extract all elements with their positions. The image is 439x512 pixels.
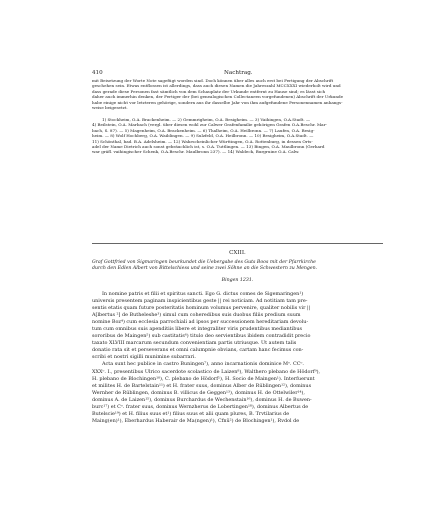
text-line: Maing(en)¹), Eberhardus Haberair de Ma(ngen)¹), Cfnû²) de Blochingen¹), Rvdol de [92,417,300,424]
text-line: nomine Boz⁴) cum ecclesia parrochiali ad ipsos per successionem hereditariam devolu- [92,319,309,326]
text-line: H. plebano de Blochingen¹⁰), C. plebano de Hödorf¹), H. Socio de Maingen¹). Interfuerunt [92,375,315,382]
text-line: burc¹⁷) et Cᵒ. frater suus, dominus Wernzherus de Lobertingen¹⁸), dominus Albertus de [92,403,309,410]
place-date: Bingen 1231. [221,278,254,283]
summary-line: Graf Gottfried von Sigmaringen beurkundet die Uebergabe des Guts Boos mit der Pfarrkirche [92,260,316,265]
running-header [92,70,383,76]
text-line: sororibus de Maingen⁵) sub castitatis⁶) titulo deo servientibus ibidem contradidit precio [92,333,311,340]
text-line: mit Beisetzung der Worte Note sagefügt worden sind. Doch können über alles auch erst bei Fertigung der Abschrift [92,78,334,83]
text-line: weise beigesetzt. [92,105,128,111]
footnote-line: adel der Name Dietrich auch sonst gebräuchlich ist, s. O.A. Tuttlingen. — 13) Bingen, O.A. Maulbronn (Gerhard [92,144,325,150]
summary-line: durch den Edlen Albert von Bittelschiess und seine zwei Söhne an die Schwestern zu Mengen. [92,266,318,272]
footnote-line: 4) Beilstein, O.A. Marbach (vergl. über diesen wohl zur Calwer Grafenfamilie gehörigen Grafen O.A.Beschr. Mar- [92,122,327,128]
footnote-line: heim. — 8) Wolf Hochberg, O.A. Waiblingen. — 9) Sulzfeld, O.A. Heilbronn. — 10) Besigheim, O.A.Stadt. — [92,133,314,139]
text-line: Wernher de Rüblingen, dominus B. villicus de Geggen¹³), dominus H. de Ottelwiler¹⁴), [92,389,305,396]
text-line: universis presentem paginam inspicientibus geste || rei noticiam. Ad notitiam tam pre- [92,298,308,305]
text-line: Acta sunt hec publice in castro Buningen⁷), anno incarnationis dominice Mᵒ. CCᵒ. [102,361,304,368]
text-line: daher auch immerhin denken, der Fertiger der (bei genealogischen Collectaneen vorgefundenen) Abschrift der Urkunde [92,94,344,100]
text-line: geschehen sein. Etwas entflossen ist allerdings, dass auch diesen Namen die Jahreszahl MCCXXXI wiederholt wird und [92,83,341,89]
footnotes [92,117,383,155]
text-line: et milites H. de Bartelstain¹¹) et H. frater suus, dominus Alber de Rüblingen¹²), dominus [92,382,312,389]
document-summary [92,260,383,273]
text-line: donatio rata sit et perseverans et omni calumpnie obvians, cartam hanc fecimus con- [92,347,304,354]
text-line: scribi et nostri sigilli munimine subarrari. [92,354,196,361]
text-line: A[lbertus ²] de Butheleshe³) simul cum coheredibus suis duobus filiis predium suum [92,312,301,319]
text-line: dominus A. de Laizen¹⁵), dominus Burchardus de Wechenstain¹⁶), dominus H. de Buwen- [92,396,312,403]
page-number: 410 [92,70,103,76]
text-line: In nomine patris et filii et spiritus sancti. Ego G. dictus comes de Sigemaringen¹) [102,291,304,297]
running-title: Nachtrag. [224,70,253,76]
text-line: Butelscie¹⁹) et H. filius suus et¹) filius suus et alii quam plures, B. Trvtilarius de [92,410,290,417]
section-number: CXIII. [229,250,246,256]
footnote-line: 1) Stockheim, O.A. Brackenheim. — 2) Gemmrigheim, O.A. Besigheim. — 3) Vaihingen, O.A.Stadt. — [102,117,311,122]
text-line: XXXᵒ. I., presentibus Ulrico sacerdote scolastico de Laizen⁸), Walthero plebano de Hödorf⁹), [92,368,321,375]
text-line: tum cum omnibus suis apenditiis libere et integraliter viris prudentibus mediantibus [92,326,303,333]
text-line: sentis etatis quam future posteritatis hominum volumus pervenire, qualiter nobilis vir || [92,305,311,312]
charter-text [92,291,383,425]
text-line: taxato XLVIII marcarum secundum convenientiam partis utriusque. Ut autem talis [92,340,297,347]
text-line: dass gerade diese Personen fast sämtlich von dem Schauplatz der Urkunde entfernt zu Hause sind; es lässt sich [92,88,326,94]
footnote-line: bach, S. 87). — 5) Magenheim, O.A. Brackenheim. — 6) Thalheim, O.A. Heilbronn. — 7) Laufen, O.A. Besig- [92,127,315,133]
text-line: habe einige nicht vor letzteren gehörige, sondern aus ihr dasselbe Jahr von ihm aufgefundene Personennamen anhangs- [92,99,343,105]
footnote-line: war gräfl. vaihingischer Schenk, O.A.Beschr. Maulbronn 237). — 14) Waldeck, Burgruine O.A. Calw. [92,149,300,155]
footnote-line: 11) Schönthal, bad. B.A. Adelsheim. — 12) Wahrscheinlicher Württingen, O.A. Rottenburg, in dessen Orts- [92,138,313,144]
intro-paragraph [92,78,383,110]
section-divider [92,243,383,244]
